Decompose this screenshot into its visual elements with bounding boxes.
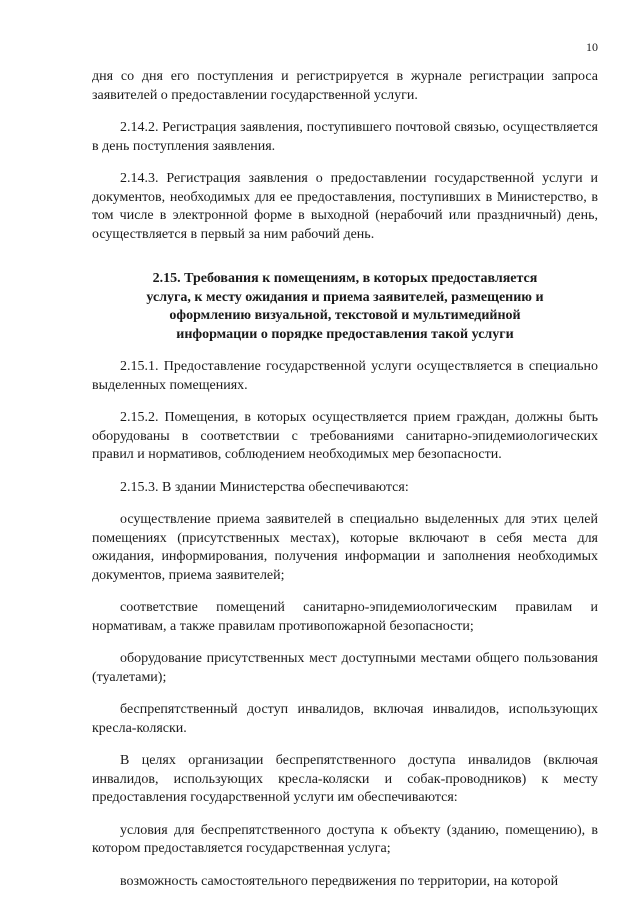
- paragraph-2-15-1: 2.15.1. Предоставление государственной услуги осуществляется в специально выделенных помещениях.: [92, 359, 598, 393]
- list-item-toilets: оборудование присутственных мест доступными местами общего пользования (туалетами);: [92, 651, 598, 685]
- list-item-access: беспрепятственный доступ инвалидов, включая инвалидов, использующих кресла-коляски.: [92, 702, 598, 736]
- list-item-reception: осуществление приема заявителей в специально выделенных для этих целей помещениях (присутственных местах), которые включают в себя места для ожидания, информирования, получения информации и заполнения необходимых документов, приема заявителей;: [92, 512, 598, 583]
- paragraph-2-14-2: 2.14.2. Регистрация заявления, поступившего почтовой связью, осуществляется в день поступления заявления.: [92, 120, 598, 154]
- paragraph-2-14-3: 2.14.3. Регистрация заявления о предоставлении государственной услуги и документов, необходимых для ее предоставления, поступивших в Министерство, в том числе в электронной форме в выходной (нерабочий или праздничный) день, осуществляется в первый за ним рабочий день.: [92, 171, 598, 242]
- paragraph-2-15-3: 2.15.3. В здании Министерства обеспечиваются:: [120, 479, 409, 495]
- list-item-sanitary: соответствие помещений санитарно-эпидемиологическим правилам и нормативам, а также правилам противопожарной безопасности;: [92, 600, 598, 634]
- list-item-movement: возможность самостоятельного передвижения по территории, на которой: [120, 873, 559, 889]
- paragraph-2-15-2: 2.15.2. Помещения, в которых осуществляется прием граждан, должны быть оборудованы в соответствии с требованиями санитарно-эпидемиологических правил и нормативов, соблюдением необходимых мер безопасности.: [92, 410, 598, 462]
- page-number: 10: [586, 40, 598, 54]
- paragraph-continuation: дня со дня его поступления и регистрируется в журнале регистрации запроса заявителей о предоставлении государственной услуги.: [92, 69, 598, 103]
- section-heading-2-15: 2.15. Требования к помещениям, в которых предоставляется услуга, к месту ожидания и приема заявителей, размещению и оформлению визуальной, текстовой и мультимедийной информации о порядке предоставления такой услуги: [146, 271, 544, 342]
- document-body: [92, 68, 598, 905]
- paragraph-accessibility: В целях организации беспрепятственного доступа инвалидов (включая инвалидов, использующих кресла-коляски и собак-проводников) к месту предоставления государственной услуги им обеспечиваются:: [92, 753, 598, 805]
- list-item-conditions: условия для беспрепятственного доступа к объекту (зданию, помещению), в котором предоставляется государственная услуга;: [92, 822, 598, 856]
